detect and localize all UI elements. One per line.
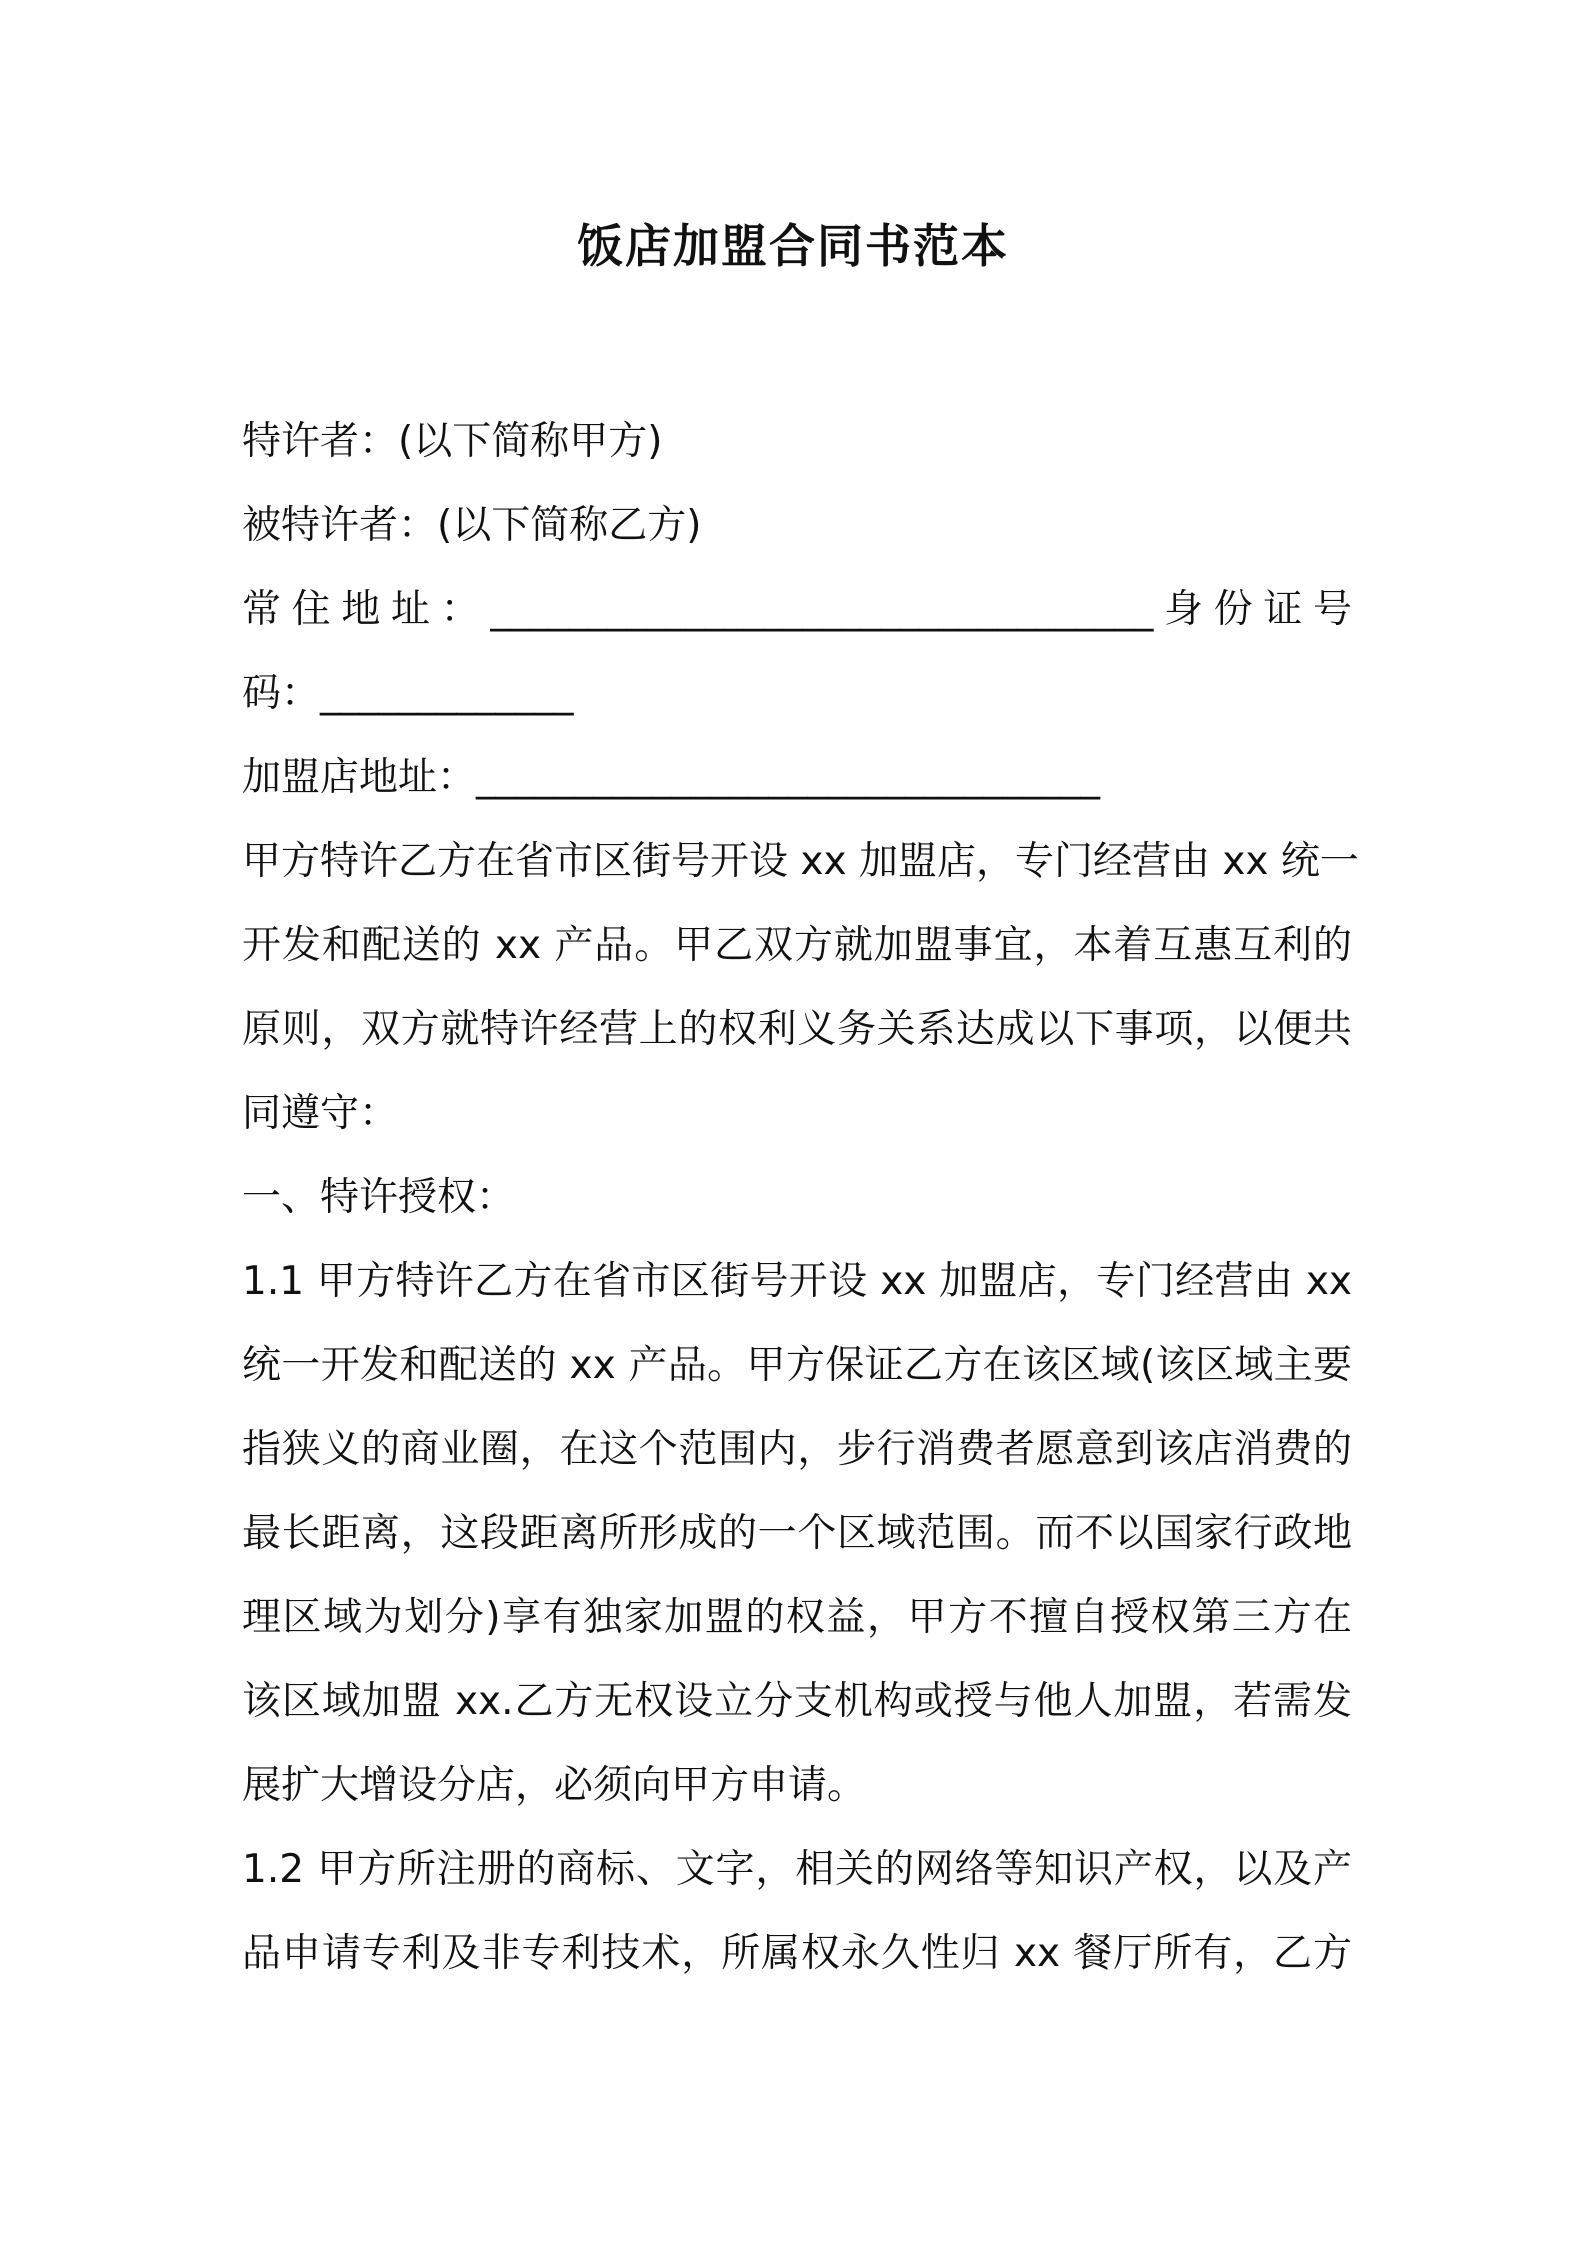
- clause-line: 该区域加盟 xx.乙方无权设立分支机构或授与他人加盟，若需发: [242, 1679, 1352, 1724]
- paragraph-line: 开发和配送的 xx 产品。甲乙双方就加盟事宜，本着互惠互利的: [242, 923, 1352, 968]
- clause-line: 理区域为划分)享有独家加盟的权益，甲方不擅自授权第三方在: [242, 1595, 1352, 1640]
- address-id-line: 常住地址：__________________________________身份证号: [242, 587, 1352, 632]
- clause-line: 展扩大增设分店，必须向甲方申请。: [242, 1763, 867, 1808]
- document-body: [242, 400, 1359, 1996]
- store-address-line: 加盟店地址：________________________________: [242, 755, 1101, 800]
- clause-line: 统一开发和配送的 xx 产品。甲方保证乙方在该区域(该区域主要: [242, 1343, 1352, 1388]
- paragraph-line: 同遵守：: [242, 1091, 399, 1136]
- clause-line: 指狭义的商业圈，在这个范围内，步行消费者愿意到该店消费的: [242, 1427, 1352, 1472]
- franchisor-line: 特许者：(以下简称甲方): [242, 419, 663, 464]
- clause-line: 1.2 甲方所注册的商标、文字，相关的网络等知识产权，以及产: [242, 1847, 1352, 1892]
- id-number-line: 码：_____________: [242, 671, 574, 716]
- clause-line: 最长距离，这段距离所形成的一个区域范围。而不以国家行政地: [242, 1511, 1352, 1556]
- franchisee-line: 被特许者：(以下简称乙方): [242, 503, 702, 548]
- section-heading: 一、特许授权：: [242, 1175, 516, 1220]
- paragraph-line: 原则，双方就特许经营上的权利义务关系达成以下事项，以便共: [242, 1007, 1352, 1052]
- clause-line: 1.1 甲方特许乙方在省市区街号开设 xx 加盟店，专门经营由 xx: [242, 1259, 1352, 1304]
- document-title: 饭店加盟合同书范本: [577, 219, 1009, 273]
- paragraph-line: 甲方特许乙方在省市区街号开设 xx 加盟店，专门经营由 xx 统一: [242, 839, 1359, 884]
- clause-line: 品申请专利及非专利技术，所属权永久性归 xx 餐厅所有，乙方: [242, 1931, 1352, 1976]
